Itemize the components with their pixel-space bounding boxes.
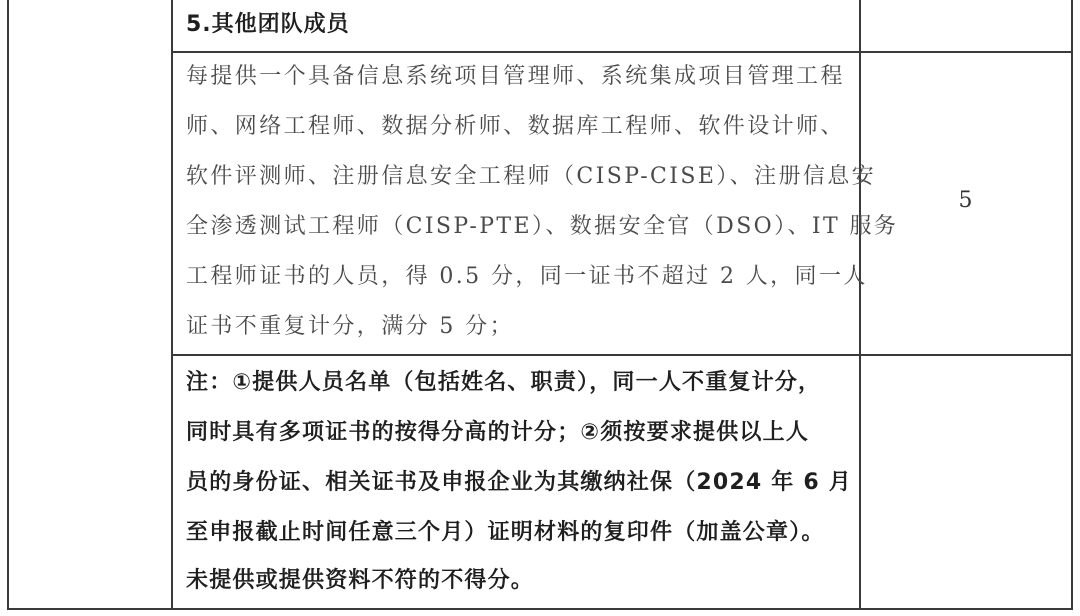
criteria-line: 全渗透测试工程师（CISP-PTE）、数据安全官（DSO）、IT 服务	[186, 214, 899, 239]
criteria-line: 证书不重复计分，满分 5 分；	[186, 314, 514, 339]
note-line: 员的身份证、相关证书及申报企业为其缴纳社保（2024 年 6 月	[186, 470, 852, 495]
note-line: 同时具有多项证书的按得分高的计分；②须按要求提供以上人	[186, 420, 810, 445]
criteria-line: 每提供一个具备信息系统项目管理师、系统集成项目管理工程	[186, 64, 845, 89]
table-border-right	[1071, 0, 1073, 610]
table-border-bottom	[7, 608, 1072, 610]
table-border-col1	[171, 0, 173, 610]
row-divider-criteria	[171, 354, 1072, 356]
table-border-col2	[859, 0, 861, 610]
score-value: 5	[958, 188, 973, 213]
criteria-line: 师、网络工程师、数据分析师、数据库工程师、软件设计师、	[186, 114, 845, 139]
criteria-line: 工程师证书的人员，得 0.5 分，同一证书不超过 2 人，同一人	[186, 264, 868, 289]
table-border-left	[7, 0, 9, 610]
note-line: 注：①提供人员名单（包括姓名、职责），同一人不重复计分，	[186, 370, 822, 395]
section-heading: 5.其他团队成员	[186, 12, 350, 37]
note-line: 未提供或提供资料不符的不得分。	[186, 568, 535, 593]
criteria-line: 软件评测师、注册信息安全工程师（CISP-CISE）、注册信息安	[186, 164, 877, 189]
note-line: 至申报截止时间任意三个月）证明材料的复印件（加盖公章）。	[186, 520, 825, 545]
